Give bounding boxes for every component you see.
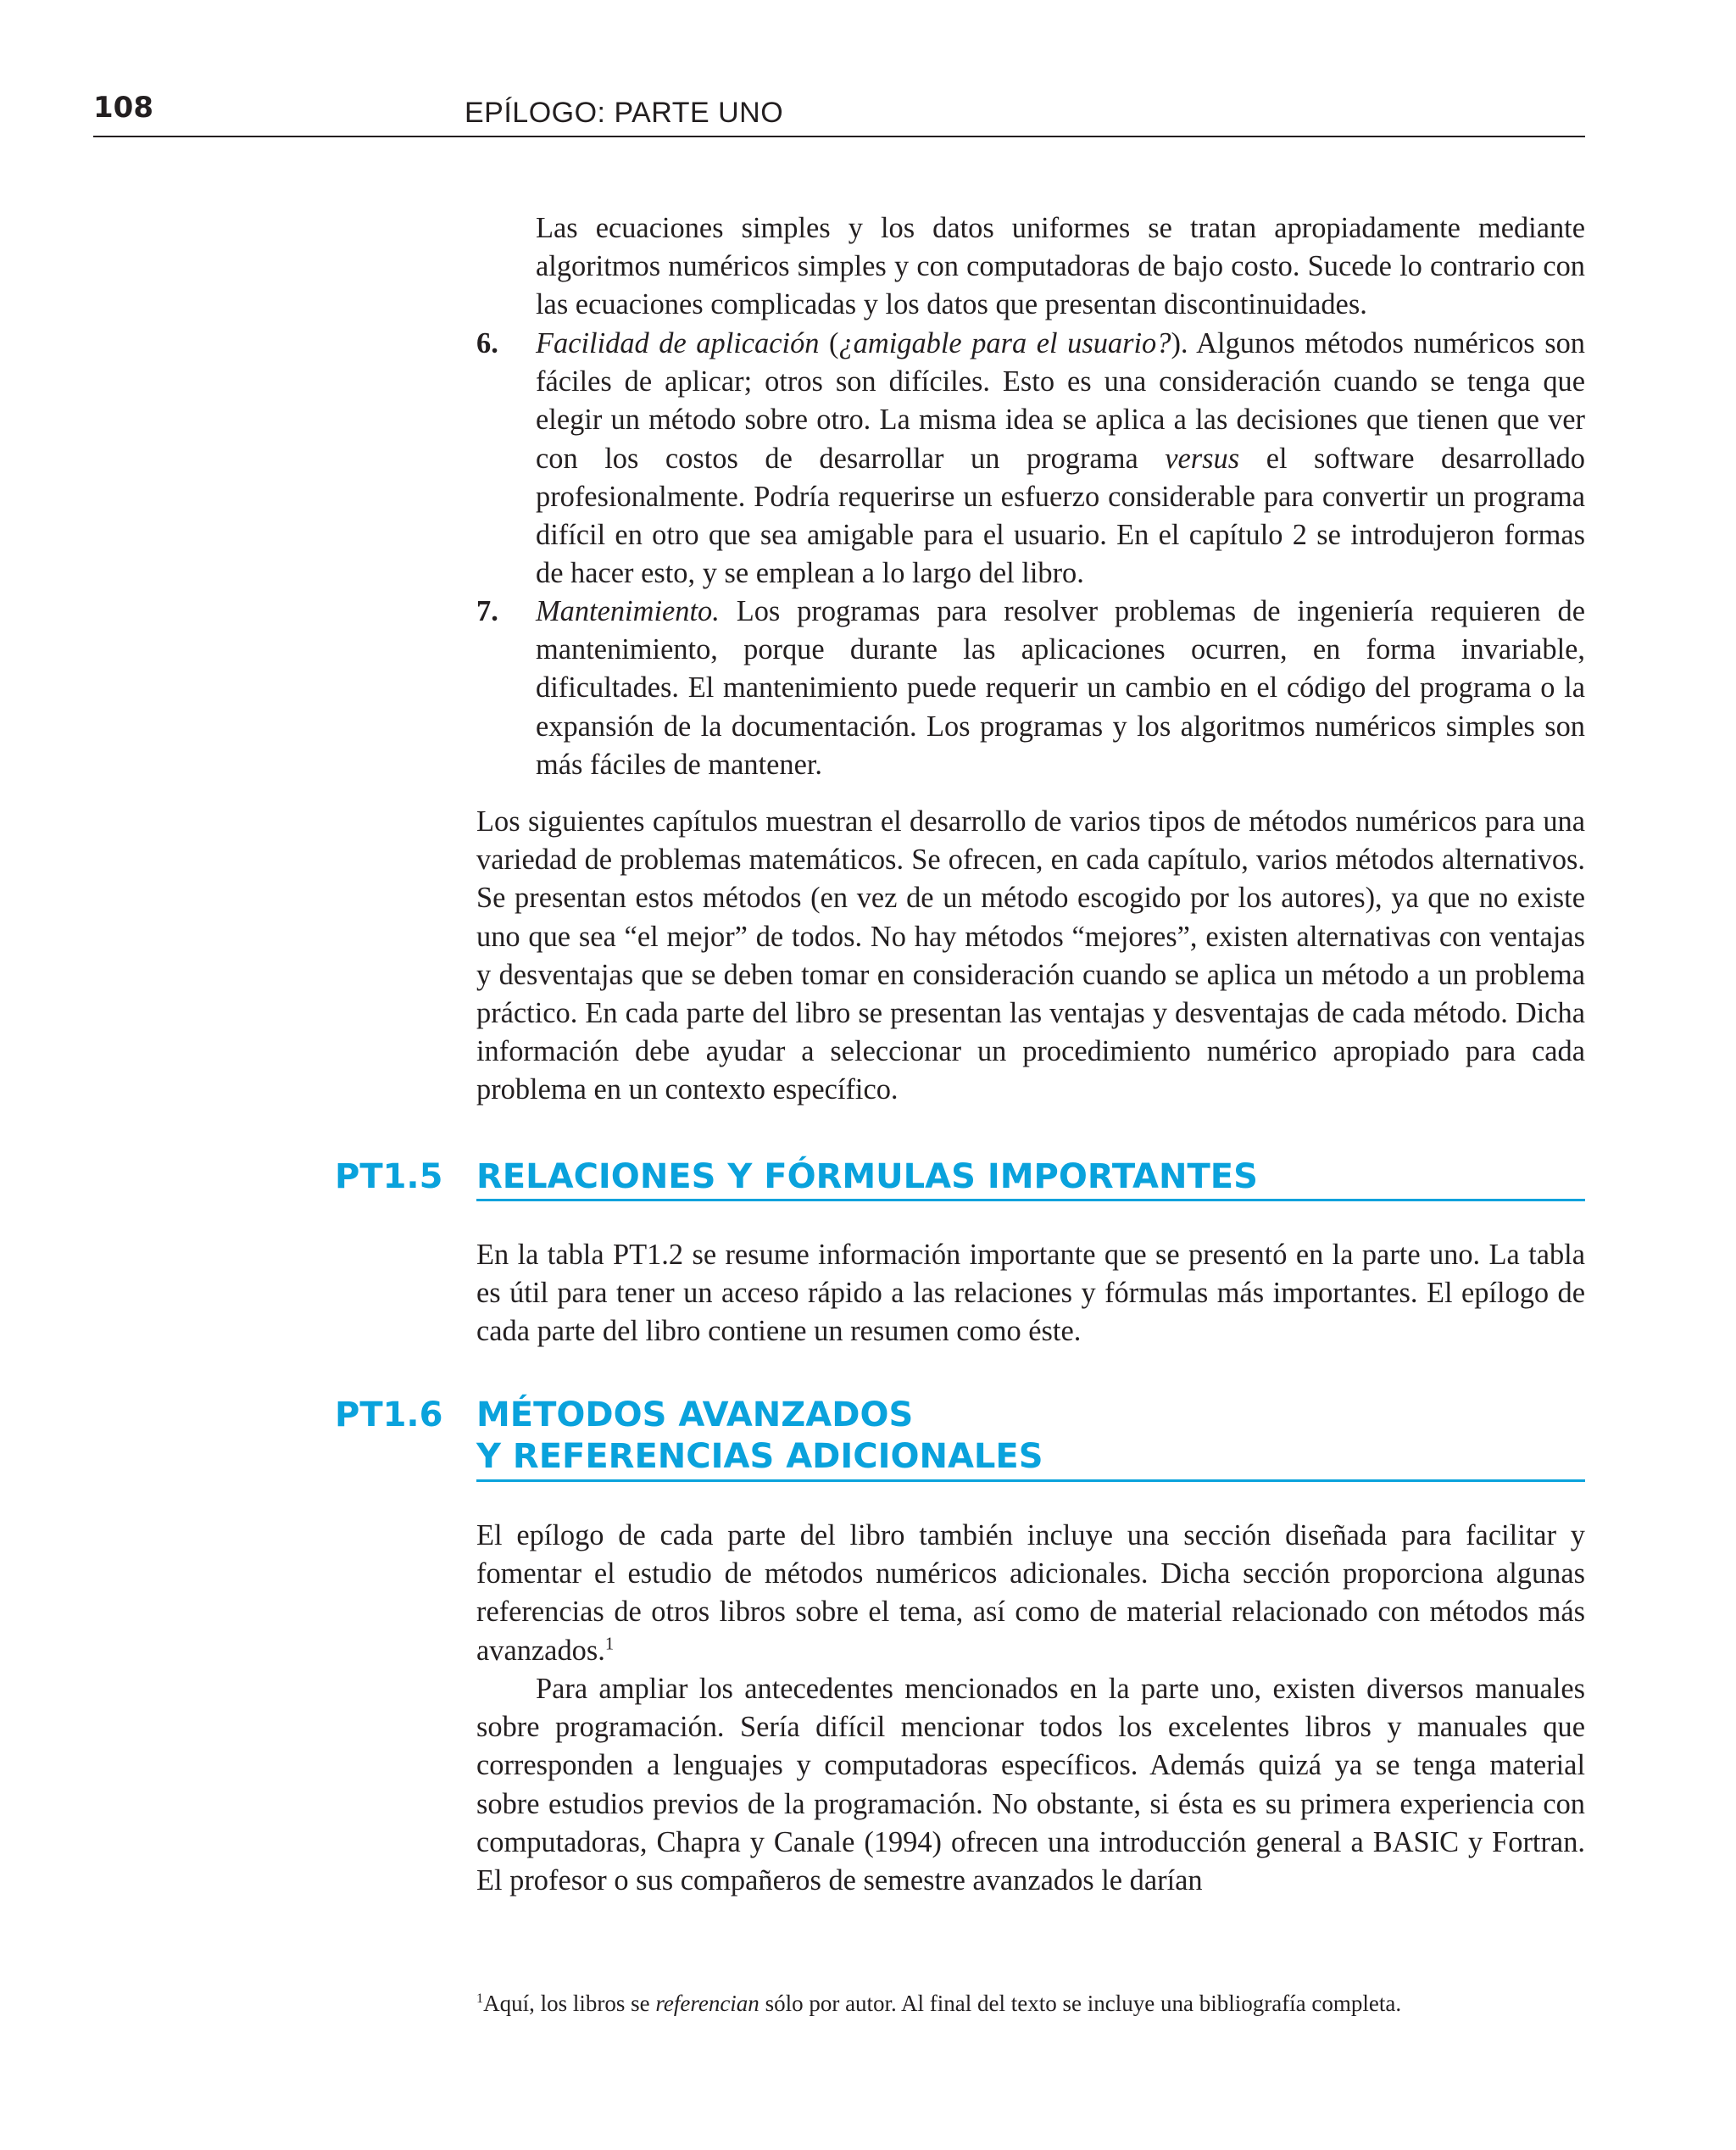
section-pt15-paragraph: En la tabla PT1.2 se resume información importante que se presentó en la parte uno. La tabla es útil para tener un acceso rápido a las relaciones y fórmulas más importantes. El epílogo de cada parte del libro contiene un resumen como éste. bbox=[476, 1239, 1585, 1348]
page-number: 108 bbox=[93, 91, 153, 125]
footnote-italic: referencian bbox=[655, 1991, 760, 2016]
italic-word: versus bbox=[1165, 442, 1240, 475]
footnote-reference: 1 bbox=[604, 1635, 615, 1654]
section-number-pt15: PT1.5 bbox=[335, 1157, 443, 1196]
section-rule-pt15 bbox=[476, 1199, 1585, 1201]
list-item-title: Mantenimiento. bbox=[536, 595, 720, 627]
header-rule bbox=[93, 136, 1585, 137]
paren-close: ). bbox=[1171, 327, 1188, 359]
section-title-pt16-line1: MÉTODOS AVANZADOS bbox=[476, 1395, 914, 1434]
section-rule-pt16 bbox=[476, 1479, 1585, 1482]
item-body: Los programas para resolver problemas de ingeniería requieren de mantenimiento, porque durante las aplicaciones ocurren, en forma invariable, dificultades. El mantenimiento puede requerir un cambio en el código del programa o la expansión de la documentación. Los programas y los algoritmos numéricos simples son más fáciles de mantener. bbox=[536, 595, 1585, 781]
item-body-a: Algunos métodos numéricos son fáciles de aplicar; otros son difíciles. Esto es una consideración cuando se tenga que elegir un método sobre otro. La misma idea se aplica a las decisiones que tienen que ver con los costos de desarrollar un programa bbox=[536, 327, 1585, 475]
section-title-pt15: RELACIONES Y FÓRMULAS IMPORTANTES bbox=[476, 1157, 1258, 1196]
section-pt16-paragraph-2: Para ampliar los antecedentes mencionados en la parte uno, existen diversos manuales sobre programación. Sería difícil mencionar todos los excelentes libros y manuales que corresponden a lenguajes y computadoras específicos. Además quizá ya se tenga material sobre estudios previos de la programación. No obstante, si ésta es su primera experiencia con computadoras, Chapra y Canale (1994) ofrecen una introducción general a BASIC y Fortran. El profesor o sus compañeros de semestre avanzados le darían bbox=[476, 1673, 1585, 1897]
section-pt16-paragraph-1 bbox=[476, 1517, 1585, 1670]
running-title: EPÍLOGO: PARTE UNO bbox=[465, 97, 784, 129]
paren-open: ( bbox=[819, 327, 839, 359]
section-number-pt16: PT1.6 bbox=[335, 1395, 443, 1434]
list-item-title: Facilidad de aplicación bbox=[536, 327, 820, 359]
list-item-6 bbox=[476, 325, 1585, 593]
list-item-number: 6. bbox=[476, 327, 498, 359]
footnote bbox=[476, 1989, 1585, 2018]
list-item-text bbox=[536, 325, 1585, 593]
continuation-paragraph: Las ecuaciones simples y los datos uniformes se tratan apropiadamente mediante algoritmos numéricos simples y con computadoras de bajo costo. Sucede lo contrario con las ecuaciones complicadas y los datos que presentan discontinuidades. bbox=[536, 212, 1585, 321]
closing-paragraph: Los siguientes capítulos muestran el desarrollo de varios tipos de métodos numéricos para una variedad de problemas matemáticos. Se ofrecen, en cada capítulo, varios métodos alternativos. Se presentan estos métodos (en vez de un método escogido por los autores), ya que no existe uno que sea “el mejor” de todos. No hay métodos “mejores”, existen alternativas con ventajas y desventajas que se deben tomar en consideración cuando se aplica un método a un problema práctico. En cada parte del libro se presentan las ventajas y desventajas de cada método. Dicha información debe ayudar a seleccionar un procedimiento numérico apropiado para cada problema en un contexto específico. bbox=[476, 805, 1585, 1106]
item-body-b: el software desarrollado profesionalmente. Podría requerirse un esfuerzo considerable para convertir un programa difícil en otro que sea amigable para el usuario. En el capítulo 2 se introdujeron formas de hacer esto, y se emplean a lo largo del libro. bbox=[536, 442, 1585, 590]
list-item-7 bbox=[476, 593, 1585, 784]
footnote-text-a: Aquí, los libros se bbox=[483, 1991, 656, 2016]
list-item-text bbox=[536, 593, 1585, 784]
parenthetical-italic: ¿amigable para el usuario? bbox=[838, 327, 1171, 359]
paragraph-text: El epílogo de cada parte del libro también incluye una sección diseñada para facilitar y fomentar el estudio de métodos numéricos adicionales. Dicha sección proporciona algunas referencias de otros libros sobre el tema, así como de material relacionado con métodos más avanzados. bbox=[476, 1519, 1585, 1667]
list-item-number: 7. bbox=[476, 595, 498, 627]
footnote-marker: 1 bbox=[476, 1991, 484, 2006]
footnote-text-b: sólo por autor. Al final del texto se incluye una bibliografía completa. bbox=[759, 1991, 1402, 2016]
section-title-pt16-line2: Y REFERENCIAS ADICIONALES bbox=[476, 1437, 1043, 1476]
